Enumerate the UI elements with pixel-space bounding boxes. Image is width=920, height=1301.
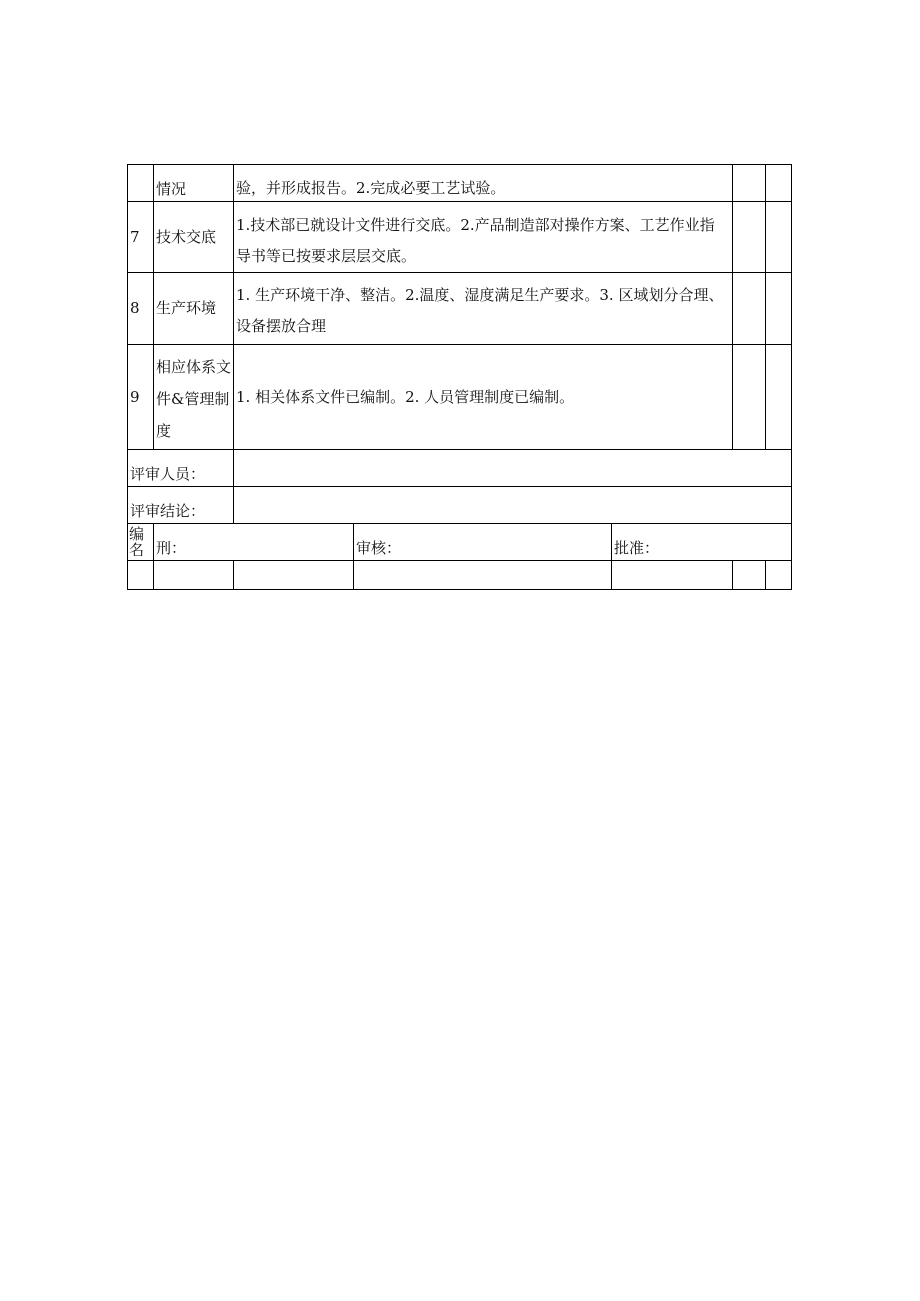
review-cell[interactable]	[353, 523, 612, 561]
conclusion-label-cell	[127, 486, 234, 524]
row-number: 9	[130, 387, 140, 406]
row-no-cell	[127, 272, 154, 345]
row-number: 7	[130, 227, 140, 246]
check-cell	[765, 272, 792, 345]
compile-label-top: 编	[129, 525, 145, 543]
row-content: 1. 相关体系文件已编制。2. 人员管理制度已编制。	[236, 387, 575, 406]
check-cell	[765, 344, 792, 450]
empty-cell	[353, 560, 612, 590]
row-item: 相应体系文件&管理制度	[156, 358, 232, 440]
check-cell	[765, 201, 792, 273]
check-cell	[732, 201, 766, 273]
empty-cell	[233, 560, 354, 590]
row-item-cell	[153, 164, 234, 202]
empty-cell	[765, 560, 792, 590]
reviewers-label-cell	[127, 449, 234, 487]
approve-label: 批准：	[614, 539, 660, 557]
row-no-cell	[127, 344, 154, 450]
row-content-cell	[233, 272, 733, 345]
row-content-cell	[233, 164, 733, 202]
conclusion-value-cell[interactable]	[233, 486, 792, 524]
row-content: 验，并形成报告。2.完成必要工艺试验。	[236, 178, 506, 197]
row-no-cell	[127, 164, 154, 202]
approve-cell[interactable]	[611, 523, 792, 561]
row-no-cell	[127, 201, 154, 273]
check-cell	[765, 164, 792, 202]
row-number: 8	[130, 299, 140, 317]
row-content-cell	[233, 344, 733, 450]
compile-value-cell[interactable]	[153, 523, 354, 561]
reviewers-label: 评审人员：	[130, 465, 206, 483]
empty-cell	[732, 560, 766, 590]
row-item: 生产环境	[156, 299, 217, 317]
row-content-cell	[233, 201, 733, 273]
check-cell	[732, 272, 766, 345]
row-item-cell	[153, 272, 234, 345]
compile-label-bottom: 名	[129, 542, 145, 556]
row-item: 情况	[156, 179, 187, 198]
empty-cell	[153, 560, 234, 590]
row-content: 1. 生产环境干净、整洁。2.温度、湿度满足生产要求。3. 区域划分合理、设备摆放合理	[236, 286, 724, 335]
check-cell	[732, 164, 766, 202]
row-item-cell	[153, 201, 234, 273]
empty-cell	[127, 560, 154, 590]
check-cell	[732, 344, 766, 450]
compile-label-cell	[127, 523, 154, 561]
conclusion-label: 评审结论：	[130, 502, 206, 520]
row-content: 1.技术部已就设计文件进行交底。2.产品制造部对操作方案、工艺作业指导书等已按要求层层交底。	[236, 216, 715, 265]
row-item: 技术交底	[156, 227, 217, 246]
empty-cell	[611, 560, 733, 590]
review-table	[127, 164, 792, 590]
row-item-cell	[153, 344, 234, 450]
review-label: 审核：	[356, 539, 402, 557]
reviewers-value-cell[interactable]	[233, 449, 792, 487]
compile-label-suffix: 刑：	[156, 539, 187, 557]
